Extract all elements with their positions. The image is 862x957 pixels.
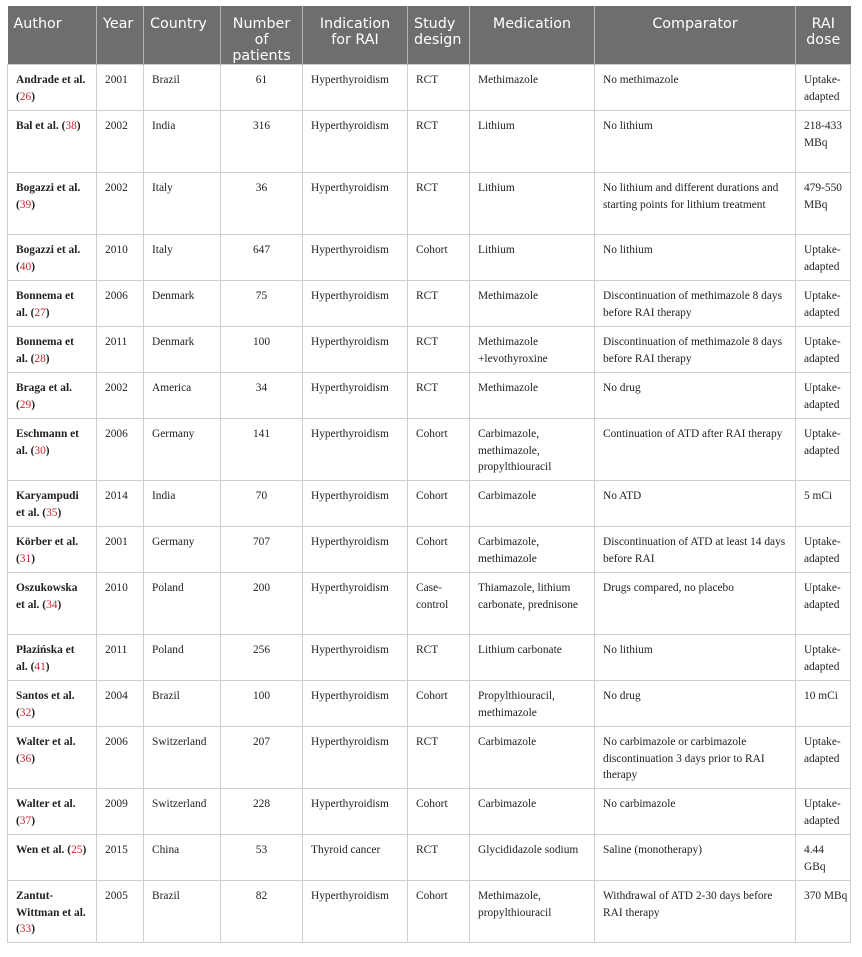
cell-patients: 256 bbox=[221, 635, 303, 681]
author-name: Santos et al. bbox=[16, 690, 75, 702]
cell-indication: Hyperthyroidism bbox=[303, 635, 408, 681]
table-row bbox=[8, 173, 851, 235]
cell-indication: Hyperthyroidism bbox=[303, 281, 408, 327]
cell-indication: Hyperthyroidism bbox=[303, 881, 408, 943]
table-row bbox=[8, 111, 851, 173]
reference-link[interactable]: 31 bbox=[19, 552, 32, 565]
cell-country: Poland bbox=[144, 573, 221, 635]
cell-author: Santos et al. (32) bbox=[8, 681, 97, 727]
author-name: Körber et al. bbox=[16, 536, 79, 548]
author-name: Andrade et al. bbox=[16, 74, 86, 86]
table-row bbox=[8, 681, 851, 727]
cell-medication: Carbimazole, methimazole bbox=[470, 527, 595, 573]
reference-link[interactable]: 32 bbox=[19, 706, 32, 719]
cell-medication: Lithium carbonate bbox=[470, 635, 595, 681]
cell-patients: 61 bbox=[221, 65, 303, 111]
cell-patients: 75 bbox=[221, 281, 303, 327]
cell-design: Cohort bbox=[408, 881, 470, 943]
cell-indication: Hyperthyroidism bbox=[303, 235, 408, 281]
cell-dose: Uptake-adapted bbox=[796, 373, 851, 419]
reference-link[interactable]: 27 bbox=[34, 306, 46, 319]
cell-medication: Methimazole bbox=[470, 373, 595, 419]
cell-country: India bbox=[144, 111, 221, 173]
header-author: Author bbox=[8, 6, 97, 65]
cell-patients: 100 bbox=[221, 681, 303, 727]
cell-design: Cohort bbox=[408, 419, 470, 481]
reference-link[interactable]: 35 bbox=[46, 506, 58, 519]
cell-comparator: No lithium and different durations and starting points for lithium treatment bbox=[595, 173, 796, 235]
cell-comparator: Discontinuation of methimazole 8 days before RAI therapy bbox=[595, 327, 796, 373]
cell-dose: 218-433 MBq bbox=[796, 111, 851, 173]
cell-indication: Hyperthyroidism bbox=[303, 65, 408, 111]
cell-dose: 10 mCi bbox=[796, 681, 851, 727]
cell-author: Bogazzi et al. (40) bbox=[8, 235, 97, 281]
cell-medication: Carbimazole bbox=[470, 727, 595, 789]
cell-patients: 100 bbox=[221, 327, 303, 373]
cell-medication: Propylthiouracil, methimazole bbox=[470, 681, 595, 727]
reference-link[interactable]: 38 bbox=[65, 120, 77, 132]
cell-indication: Hyperthyroidism bbox=[303, 573, 408, 635]
cell-country: Brazil bbox=[144, 681, 221, 727]
cell-medication: Lithium bbox=[470, 173, 595, 235]
author-name: Bogazzi et al. bbox=[16, 244, 81, 256]
cell-design: RCT bbox=[408, 727, 470, 789]
cell-year: 2002 bbox=[97, 373, 144, 419]
cell-patients: 34 bbox=[221, 373, 303, 419]
cell-country: India bbox=[144, 481, 221, 527]
cell-country: Brazil bbox=[144, 881, 221, 943]
table-row bbox=[8, 281, 851, 327]
header-patients: Number of patients bbox=[221, 6, 303, 65]
header-medication: Medication bbox=[470, 6, 595, 65]
cell-indication: Thyroid cancer bbox=[303, 835, 408, 881]
cell-country: Poland bbox=[144, 635, 221, 681]
cell-dose: Uptake-adapted bbox=[796, 573, 851, 635]
cell-medication: Carbimazole bbox=[470, 789, 595, 835]
cell-country: Brazil bbox=[144, 65, 221, 111]
cell-patients: 36 bbox=[221, 173, 303, 235]
cell-author: Bal et al. (38) bbox=[8, 111, 97, 173]
author-name: Bonnema et al. bbox=[16, 290, 74, 319]
cell-dose: Uptake-adapted bbox=[796, 65, 851, 111]
cell-dose: Uptake-adapted bbox=[796, 327, 851, 373]
cell-indication: Hyperthyroidism bbox=[303, 481, 408, 527]
cell-dose: 5 mCi bbox=[796, 481, 851, 527]
author-name: Walter et al. bbox=[16, 798, 76, 810]
cell-year: 2002 bbox=[97, 173, 144, 235]
table-row bbox=[8, 835, 851, 881]
cell-country: Italy bbox=[144, 235, 221, 281]
reference-link[interactable]: 29 bbox=[19, 398, 32, 411]
cell-comparator: No carbimazole or carbimazole discontinuation 3 days prior to RAI therapy bbox=[595, 727, 796, 789]
cell-medication: Methimazole bbox=[470, 281, 595, 327]
table-row bbox=[8, 635, 851, 681]
author-name: Bogazzi et al. bbox=[16, 182, 81, 194]
reference-link[interactable]: 30 bbox=[34, 444, 46, 457]
author-name: Walter et al. bbox=[16, 736, 76, 748]
cell-year: 2011 bbox=[97, 635, 144, 681]
cell-medication: Methimazole bbox=[470, 65, 595, 111]
cell-comparator: No lithium bbox=[595, 235, 796, 281]
cell-country: Denmark bbox=[144, 281, 221, 327]
cell-country: China bbox=[144, 835, 221, 881]
table-row bbox=[8, 419, 851, 481]
cell-patients: 228 bbox=[221, 789, 303, 835]
cell-author: Andrade et al. (26) bbox=[8, 65, 97, 111]
cell-year: 2014 bbox=[97, 481, 144, 527]
cell-country: Germany bbox=[144, 419, 221, 481]
cell-indication: Hyperthyroidism bbox=[303, 419, 408, 481]
cell-year: 2015 bbox=[97, 835, 144, 881]
reference-link[interactable]: 25 bbox=[71, 844, 83, 856]
cell-year: 2006 bbox=[97, 419, 144, 481]
cell-comparator: No drug bbox=[595, 681, 796, 727]
cell-design: RCT bbox=[408, 327, 470, 373]
table-row bbox=[8, 481, 851, 527]
cell-dose: Uptake-adapted bbox=[796, 789, 851, 835]
cell-author: Walter et al. (37) bbox=[8, 789, 97, 835]
cell-patients: 141 bbox=[221, 419, 303, 481]
cell-comparator: Withdrawal of ATD 2-30 days before RAI therapy bbox=[595, 881, 796, 943]
cell-design: Cohort bbox=[408, 235, 470, 281]
cell-comparator: Continuation of ATD after RAI therapy bbox=[595, 419, 796, 481]
cell-author: Wen et al. (25) bbox=[8, 835, 97, 881]
study-table-container bbox=[7, 6, 851, 943]
cell-dose: Uptake-adapted bbox=[796, 419, 851, 481]
author-name: Płazińska et al. bbox=[16, 644, 75, 673]
cell-year: 2006 bbox=[97, 281, 144, 327]
cell-medication: Methimazole +levothyroxine bbox=[470, 327, 595, 373]
cell-author: Körber et al. (31) bbox=[8, 527, 97, 573]
table-row bbox=[8, 727, 851, 789]
cell-country: Denmark bbox=[144, 327, 221, 373]
cell-comparator: Drugs compared, no placebo bbox=[595, 573, 796, 635]
reference-link[interactable]: 41 bbox=[34, 660, 46, 673]
cell-dose: Uptake-adapted bbox=[796, 527, 851, 573]
cell-comparator: Discontinuation of ATD at least 14 days before RAI bbox=[595, 527, 796, 573]
reference-link[interactable]: 28 bbox=[34, 352, 46, 365]
table-row bbox=[8, 527, 851, 573]
author-name: Braga et al. bbox=[16, 382, 72, 394]
reference-link[interactable]: 40 bbox=[19, 260, 32, 273]
cell-patients: 70 bbox=[221, 481, 303, 527]
cell-country: Italy bbox=[144, 173, 221, 235]
author-name: Bonnema et al. bbox=[16, 336, 74, 365]
cell-dose: Uptake-adapted bbox=[796, 281, 851, 327]
author-name: Zantut-Wittman et al. bbox=[16, 890, 86, 919]
cell-author: Braga et al. (29) bbox=[8, 373, 97, 419]
author-name: Karyampudi et al. bbox=[16, 490, 79, 519]
cell-design: Cohort bbox=[408, 681, 470, 727]
cell-medication: Thiamazole, lithium carbonate, prednisone bbox=[470, 573, 595, 635]
reference-link[interactable]: 33 bbox=[19, 923, 32, 935]
table-row bbox=[8, 789, 851, 835]
cell-author: Bonnema et al. (28) bbox=[8, 327, 97, 373]
table-row bbox=[8, 573, 851, 635]
cell-design: RCT bbox=[408, 173, 470, 235]
cell-author: Bonnema et al. (27) bbox=[8, 281, 97, 327]
reference-link[interactable]: 26 bbox=[19, 90, 32, 103]
cell-design: RCT bbox=[408, 281, 470, 327]
cell-author: Walter et al. (36) bbox=[8, 727, 97, 789]
cell-author: Bogazzi et al. (39) bbox=[8, 173, 97, 235]
header-indication: Indication for RAI bbox=[303, 6, 408, 65]
cell-year: 2001 bbox=[97, 65, 144, 111]
cell-design: Cohort bbox=[408, 481, 470, 527]
cell-comparator: Discontinuation of methimazole 8 days before RAI therapy bbox=[595, 281, 796, 327]
cell-year: 2010 bbox=[97, 235, 144, 281]
cell-patients: 707 bbox=[221, 527, 303, 573]
table-row bbox=[8, 327, 851, 373]
cell-indication: Hyperthyroidism bbox=[303, 373, 408, 419]
cell-country: Germany bbox=[144, 527, 221, 573]
cell-medication: Lithium bbox=[470, 235, 595, 281]
header-year: Year bbox=[97, 6, 144, 65]
cell-design: RCT bbox=[408, 835, 470, 881]
cell-author: Karyampudi et al. (35) bbox=[8, 481, 97, 527]
header-study-design: Study design bbox=[408, 6, 470, 65]
cell-comparator: No methimazole bbox=[595, 65, 796, 111]
cell-comparator: No lithium bbox=[595, 635, 796, 681]
cell-year: 2009 bbox=[97, 789, 144, 835]
study-characteristics-table bbox=[7, 6, 851, 943]
cell-medication: Lithium bbox=[470, 111, 595, 173]
author-name: Wen et al. bbox=[16, 844, 65, 856]
cell-comparator: No drug bbox=[595, 373, 796, 419]
cell-dose: 370 MBq bbox=[796, 881, 851, 943]
cell-year: 2005 bbox=[97, 881, 144, 943]
cell-dose: Uptake-adapted bbox=[796, 235, 851, 281]
cell-patients: 82 bbox=[221, 881, 303, 943]
cell-patients: 647 bbox=[221, 235, 303, 281]
cell-indication: Hyperthyroidism bbox=[303, 789, 408, 835]
cell-author: Oszukowska et al. (34) bbox=[8, 573, 97, 635]
cell-author: Zantut-Wittman et al. (33) bbox=[8, 881, 97, 943]
cell-medication: Methimazole, propylthiouracil bbox=[470, 881, 595, 943]
cell-country: Switzerland bbox=[144, 789, 221, 835]
cell-indication: Hyperthyroidism bbox=[303, 111, 408, 173]
cell-author: Eschmann et al. (30) bbox=[8, 419, 97, 481]
cell-comparator: No ATD bbox=[595, 481, 796, 527]
reference-link[interactable]: 37 bbox=[19, 814, 32, 827]
cell-dose: 479-550 MBq bbox=[796, 173, 851, 235]
cell-comparator: No lithium bbox=[595, 111, 796, 173]
cell-year: 2002 bbox=[97, 111, 144, 173]
table-header-row bbox=[8, 6, 851, 65]
cell-year: 2001 bbox=[97, 527, 144, 573]
table-row bbox=[8, 65, 851, 111]
cell-dose: 4.44 GBq bbox=[796, 835, 851, 881]
cell-year: 2011 bbox=[97, 327, 144, 373]
reference-link[interactable]: 34 bbox=[46, 598, 58, 611]
cell-design: Case-control bbox=[408, 573, 470, 635]
author-name: Bal et al. bbox=[16, 120, 59, 132]
cell-indication: Hyperthyroidism bbox=[303, 527, 408, 573]
reference-link[interactable]: 39 bbox=[19, 198, 32, 211]
cell-design: Cohort bbox=[408, 527, 470, 573]
cell-year: 2006 bbox=[97, 727, 144, 789]
cell-patients: 316 bbox=[221, 111, 303, 173]
cell-year: 2010 bbox=[97, 573, 144, 635]
table-row bbox=[8, 373, 851, 419]
cell-dose: Uptake-adapted bbox=[796, 635, 851, 681]
cell-patients: 207 bbox=[221, 727, 303, 789]
cell-medication: Carbimazole, methimazole, propylthiouracil bbox=[470, 419, 595, 481]
table-row bbox=[8, 235, 851, 281]
header-comparator: Comparator bbox=[595, 6, 796, 65]
cell-comparator: Saline (monotherapy) bbox=[595, 835, 796, 881]
cell-dose: Uptake-adapted bbox=[796, 727, 851, 789]
cell-author: Płazińska et al. (41) bbox=[8, 635, 97, 681]
header-country: Country bbox=[144, 6, 221, 65]
cell-medication: Carbimazole bbox=[470, 481, 595, 527]
cell-design: Cohort bbox=[408, 789, 470, 835]
cell-patients: 200 bbox=[221, 573, 303, 635]
header-rai-dose: RAI dose bbox=[796, 6, 851, 65]
reference-link[interactable]: 36 bbox=[19, 752, 32, 765]
cell-indication: Hyperthyroidism bbox=[303, 681, 408, 727]
cell-design: RCT bbox=[408, 65, 470, 111]
cell-comparator: No carbimazole bbox=[595, 789, 796, 835]
cell-design: RCT bbox=[408, 111, 470, 173]
cell-year: 2004 bbox=[97, 681, 144, 727]
table-row bbox=[8, 881, 851, 943]
cell-indication: Hyperthyroidism bbox=[303, 727, 408, 789]
author-name: Oszukowska et al. bbox=[16, 582, 78, 611]
author-name: Eschmann et al. bbox=[16, 428, 79, 457]
cell-country: Switzerland bbox=[144, 727, 221, 789]
cell-medication: Glycididazole sodium bbox=[470, 835, 595, 881]
cell-patients: 53 bbox=[221, 835, 303, 881]
cell-country: America bbox=[144, 373, 221, 419]
cell-indication: Hyperthyroidism bbox=[303, 327, 408, 373]
cell-indication: Hyperthyroidism bbox=[303, 173, 408, 235]
cell-design: RCT bbox=[408, 373, 470, 419]
cell-design: RCT bbox=[408, 635, 470, 681]
